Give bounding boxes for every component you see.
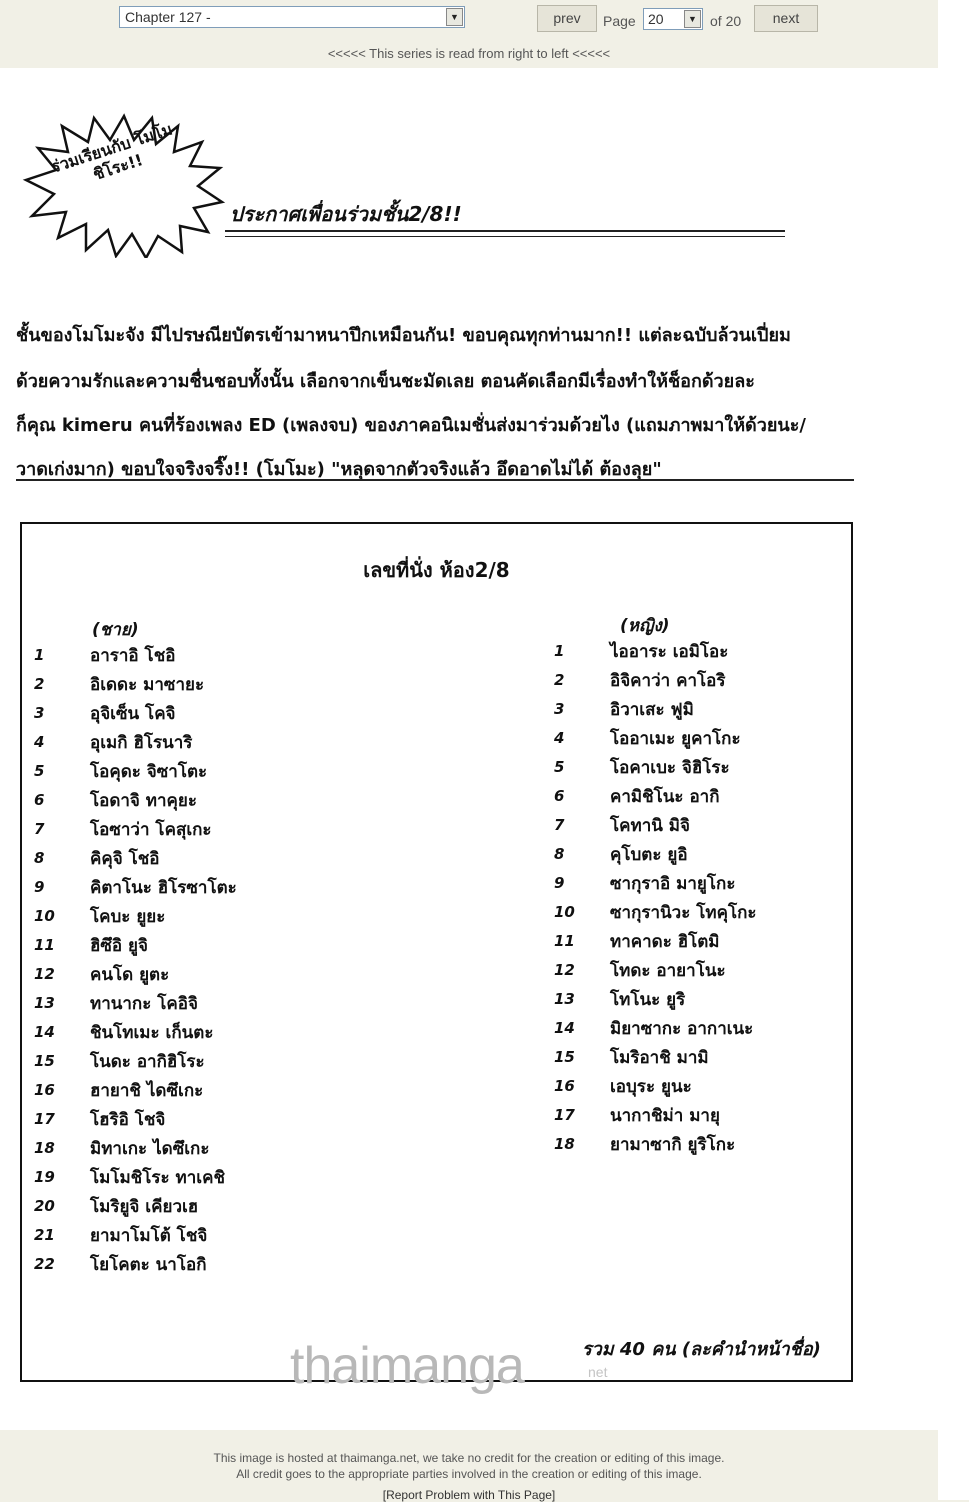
seat-number: 14 [34,1023,55,1041]
seat-number: 7 [34,820,45,838]
girls-list-item [554,667,844,696]
page-right-margin [938,0,969,1500]
seat-number: 20 [34,1197,55,1215]
student-name: โอคาเบะ จิฮิโระ [610,758,730,778]
chevron-down-icon[interactable]: ▼ [446,8,463,26]
student-name: มิยาซากะ อากาเนะ [610,1019,754,1039]
student-name: อิวาเสะ ฟูมิ [610,700,694,720]
seat-number: 17 [554,1106,575,1124]
seat-number: 6 [34,791,45,809]
seat-number: 3 [554,700,565,718]
student-name: เอบุระ ยูนะ [610,1077,692,1097]
student-name: ทาคาดะ ฮิโตมิ [610,932,720,952]
seat-chart-box [20,522,853,1382]
boys-list-item [34,816,414,845]
seat-number: 8 [554,845,565,863]
seat-number: 6 [554,787,565,805]
student-name: อุจิเซ็น โคจิ [90,704,176,724]
boys-list-item [34,1193,414,1222]
girls-list-item [554,725,844,754]
boys-list [34,642,414,1280]
boys-list-item [34,1019,414,1048]
boys-list-item [34,729,414,758]
girls-list-item [554,754,844,783]
seat-chart-title: เลขที่นั่ง ห้อง2/8 [363,558,510,582]
girls-list-item [554,957,844,986]
seat-number: 12 [34,965,55,983]
student-name: ชินโทเมะ เก็นตะ [90,1023,214,1043]
page-label: Page [603,13,636,29]
seat-number: 14 [554,1019,575,1037]
paragraph-line-4: วาดเก่งมาก) ขอบใจจริงจริ๊ง!! (โมโมะ) "หลุดจากตัวจริงแล้ว อึดอาดไม่ได้ ต้องลุย" [16,459,662,480]
student-name: อาราอิ โชอิ [90,646,176,666]
paragraph-line-1: ชั้นของโมโมะจัง มีไปรษณียบัตรเข้ามาหนาปึกเหมือนกัน! ขอบคุณทุกท่านมาก!! แต่ละฉบับล้วนเปี่ยม [16,325,791,346]
seat-number: 3 [34,704,45,722]
student-name: อุเมกิ ฮิโรนาริ [90,733,193,753]
girls-list-item [554,1044,844,1073]
hosting-notice-line-1: This image is hosted at thaimanga.net, we take no credit for the creation or editing of this image. [213,1451,725,1465]
seat-number: 18 [34,1139,55,1157]
student-name: โคทานิ มิจิ [610,816,690,836]
student-name: โอคุดะ จิซาโตะ [90,762,208,782]
seat-number: 13 [34,994,55,1012]
student-name: โนดะ อากิฮิโระ [90,1052,205,1072]
student-name: คิคุจิ โชอิ [90,849,160,869]
seat-number: 10 [554,903,575,921]
student-name: นากาชิม่า มายุ [610,1106,720,1126]
boys-list-item [34,671,414,700]
student-name: ซากุราอิ มายูโกะ [610,874,736,894]
boys-list-item [34,1135,414,1164]
hosting-notice-line-2: All credit goes to the appropriate parties involved in the creation or editing of this image. [236,1467,702,1481]
burst-caption: ร่วมเรียนกับ โมโมชิโระ!! [48,119,175,184]
seat-number: 1 [554,642,565,660]
student-name: อิจิคาว่า คาโอริ [610,671,726,691]
student-name: ทานากะ โคอิจิ [90,994,198,1014]
girls-list-item [554,783,844,812]
girls-list-item [554,841,844,870]
seat-number: 15 [34,1052,55,1070]
student-name: โฮริอิ โชจิ [90,1110,166,1130]
seat-number: 15 [554,1048,575,1066]
girls-list-item [554,928,844,957]
student-name: ยามาซากิ ยูริโกะ [610,1135,736,1155]
boys-column-heading: (ชาย) [92,620,139,640]
announcement-title: ประกาศเพื่อนร่วมชั้น2/8!! [230,202,462,226]
chapter-select-value: Chapter 127 - [125,9,211,25]
student-name: ฮายาชิ ไดซึเกะ [90,1081,204,1101]
title-rule-thin [225,236,785,237]
seat-number: 7 [554,816,565,834]
student-name: โทดะ อายาโนะ [610,961,726,981]
student-name: มิทาเกะ ไดซึเกะ [90,1139,210,1159]
girls-list [554,638,844,1160]
student-name: โคบะ ยูยะ [90,907,166,927]
seat-number: 1 [34,646,45,664]
boys-list-item [34,642,414,671]
boys-list-item [34,1077,414,1106]
boys-list-item [34,961,414,990]
total-count: รวม 40 คน (ละคำนำหน้าชื่อ) [582,1339,821,1360]
boys-list-item [34,758,414,787]
chapter-select[interactable] [119,6,465,28]
student-name: โมริอาชิ มามิ [610,1048,709,1068]
boys-list-item [34,990,414,1019]
boys-list-item [34,1222,414,1251]
student-name: โทโนะ ยูริ [610,990,686,1010]
seat-number: 22 [34,1255,55,1273]
boys-list-item [34,1106,414,1135]
student-name: โยโคตะ นาโอกิ [90,1255,207,1275]
reading-direction-note: <<<<< This series is read from right to left <<<<< [327,46,611,61]
student-name: โอดาจิ ทาคุยะ [90,791,198,811]
student-name: ยามาโมโต้ โชจิ [90,1226,208,1246]
page-select[interactable] [643,8,703,30]
page-count-label: of 20 [710,13,742,29]
title-rule [225,230,785,232]
girls-list-item [554,899,844,928]
paragraph-line-3: ก็คุณ kimeru คนที่ร้องเพลง ED (เพลงจบ) ของภาคอนิเมชั่นส่งมาร่วมด้วยไง (แถมภาพมาให้ด้วยนะ/ [16,415,806,436]
seat-number: 16 [554,1077,575,1095]
boys-list-item [34,1251,414,1280]
chevron-down-icon[interactable]: ▼ [684,10,701,28]
student-name: คิตาโนะ ฮิโรซาโตะ [90,878,237,898]
boys-list-item [34,874,414,903]
girls-list-item [554,1102,844,1131]
girls-list-item [554,1015,844,1044]
girls-list-item [554,870,844,899]
watermark-logo: thaimanga [290,1337,524,1395]
student-name: ไออาระ เอมิโอะ [610,642,729,662]
seat-number: 21 [34,1226,55,1244]
seat-number: 11 [554,932,575,950]
boys-list-item [34,1164,414,1193]
boys-list-item [34,700,414,729]
girls-list-item [554,1131,844,1160]
prev-button[interactable]: prev [537,5,597,32]
paragraph-rule [16,479,854,481]
boys-list-item [34,787,414,816]
reader-nav-bar [0,0,938,70]
boys-list-item [34,932,414,961]
seat-number: 9 [554,874,565,892]
seat-number: 2 [34,675,45,693]
watermark-suffix: net [588,1364,608,1380]
student-name: โอซาว่า โคสุเกะ [90,820,212,840]
seat-number: 17 [34,1110,55,1128]
manga-page-image[interactable] [0,68,938,1430]
student-name: คามิชิโนะ อากิ [610,787,720,807]
student-name: โออาเมะ ยูคาโกะ [610,729,741,749]
report-problem-link[interactable]: [Report Problem with This Page] [382,1488,556,1502]
student-name: คุโบตะ ยูอิ [610,845,688,865]
hosting-notice [0,1450,938,1482]
seat-number: 8 [34,849,45,867]
girls-list-item [554,986,844,1015]
seat-number: 10 [34,907,55,925]
boys-list-item [34,1048,414,1077]
next-button[interactable]: next [754,5,818,32]
seat-number: 12 [554,961,575,979]
seat-number: 5 [34,762,45,780]
seat-number: 13 [554,990,575,1008]
student-name: อิเดดะ มาซายะ [90,675,205,695]
seat-number: 4 [554,729,565,747]
student-name: โมริยูจิ เคียวเฮ [90,1197,199,1217]
boys-list-item [34,903,414,932]
seat-number: 9 [34,878,45,896]
student-name: ฮิซึอิ ยูจิ [90,936,148,956]
seat-number: 5 [554,758,565,776]
boys-list-item [34,845,414,874]
paragraph-line-2: ด้วยความรักและความชื่นชอบทั้งนั้น เลือกจากเข็นชะมัดเลย ตอนคัดเลือกมีเรื่องทำให้ช็อกด้วยละ [16,371,755,392]
girls-list-item [554,812,844,841]
seat-number: 2 [554,671,565,689]
girls-list-item [554,696,844,725]
seat-number: 19 [34,1168,55,1186]
girls-list-item [554,1073,844,1102]
girls-column-heading: (หญิง) [620,616,670,636]
student-name: ซากุรานิวะ โทคุโกะ [610,903,757,923]
seat-number: 11 [34,936,55,954]
student-name: คนโด ยูตะ [90,965,170,985]
seat-number: 4 [34,733,45,751]
page-select-value: 20 [648,11,664,27]
seat-number: 18 [554,1135,575,1153]
girls-list-item [554,638,844,667]
student-name: โมโมชิโระ ทาเคชิ [90,1168,225,1188]
seat-number: 16 [34,1081,55,1099]
